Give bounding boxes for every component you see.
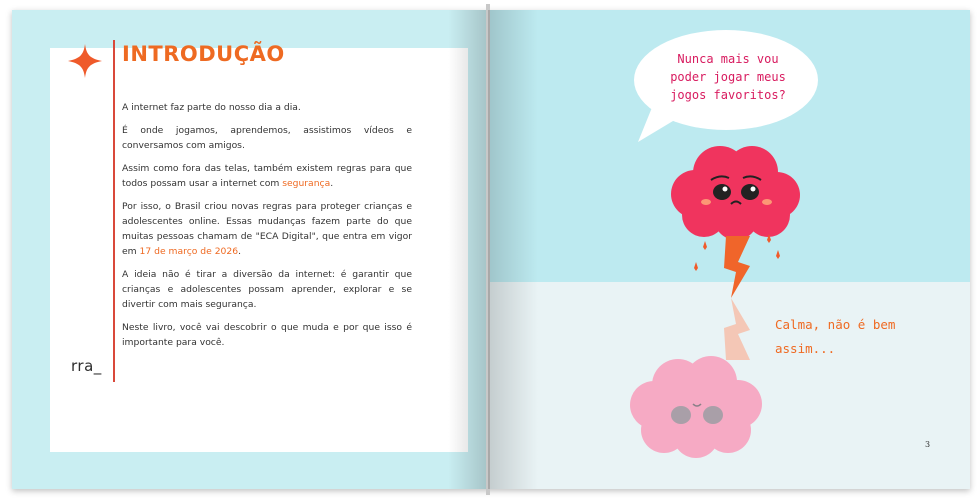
paragraph-3-end: . xyxy=(330,178,334,189)
intro-text xyxy=(122,100,412,358)
reply-text: Calma, não é bem assim... xyxy=(775,317,896,356)
gutter-shadow-left xyxy=(448,10,488,489)
paragraph-4-text: Por isso, o Brasil criou novas regras para proteger crianças e adolescentes online. Essas mudanças fazem parte do que muitas pessoas chamam de "ECA Digital", que entra em vigor em xyxy=(122,201,412,257)
paragraph-6: Neste livro, você vai descobrir o que muda e por que isso é importante para você. xyxy=(122,322,412,348)
highlight-date: 17 de março de 2026 xyxy=(139,246,239,257)
page-title: INTRODUÇÃO xyxy=(122,42,285,66)
lightning-bolt-icon xyxy=(724,236,750,298)
paragraph-4-end: . xyxy=(238,246,242,257)
paragraph-4 xyxy=(122,199,412,259)
sparkle-star-icon xyxy=(67,43,103,79)
highlight-seguranca: segurança xyxy=(282,178,331,189)
speech-bubble-text: Nunca mais vou poder jogar meus jogos favoritos? xyxy=(670,52,786,102)
page-number: 3 xyxy=(925,440,931,449)
paragraph-3 xyxy=(122,161,412,191)
paragraph-2: É onde jogamos, aprendemos, assistimos vídeos e conversamos com amigos. xyxy=(122,125,412,151)
lightning-reflection-icon xyxy=(724,298,750,360)
open-book xyxy=(12,10,970,489)
paragraph-1: A internet faz parte do nosso dia a dia. xyxy=(122,102,301,113)
reflected-cloud-character xyxy=(630,356,762,458)
gutter-shadow-right xyxy=(488,10,538,489)
right-page xyxy=(488,10,970,489)
vertical-divider xyxy=(113,40,115,382)
left-page xyxy=(12,10,488,489)
paragraph-5: A ideia não é tirar a diversão da internet: é garantir que crianças e adolescentes possam aprender, explorar e se divertir com mais segurança. xyxy=(122,269,412,310)
paragraph-3-text: Assim como fora das telas, também existem regras para que todos possam usar a internet com xyxy=(122,163,412,189)
publisher-logo: rra_ xyxy=(71,357,102,375)
